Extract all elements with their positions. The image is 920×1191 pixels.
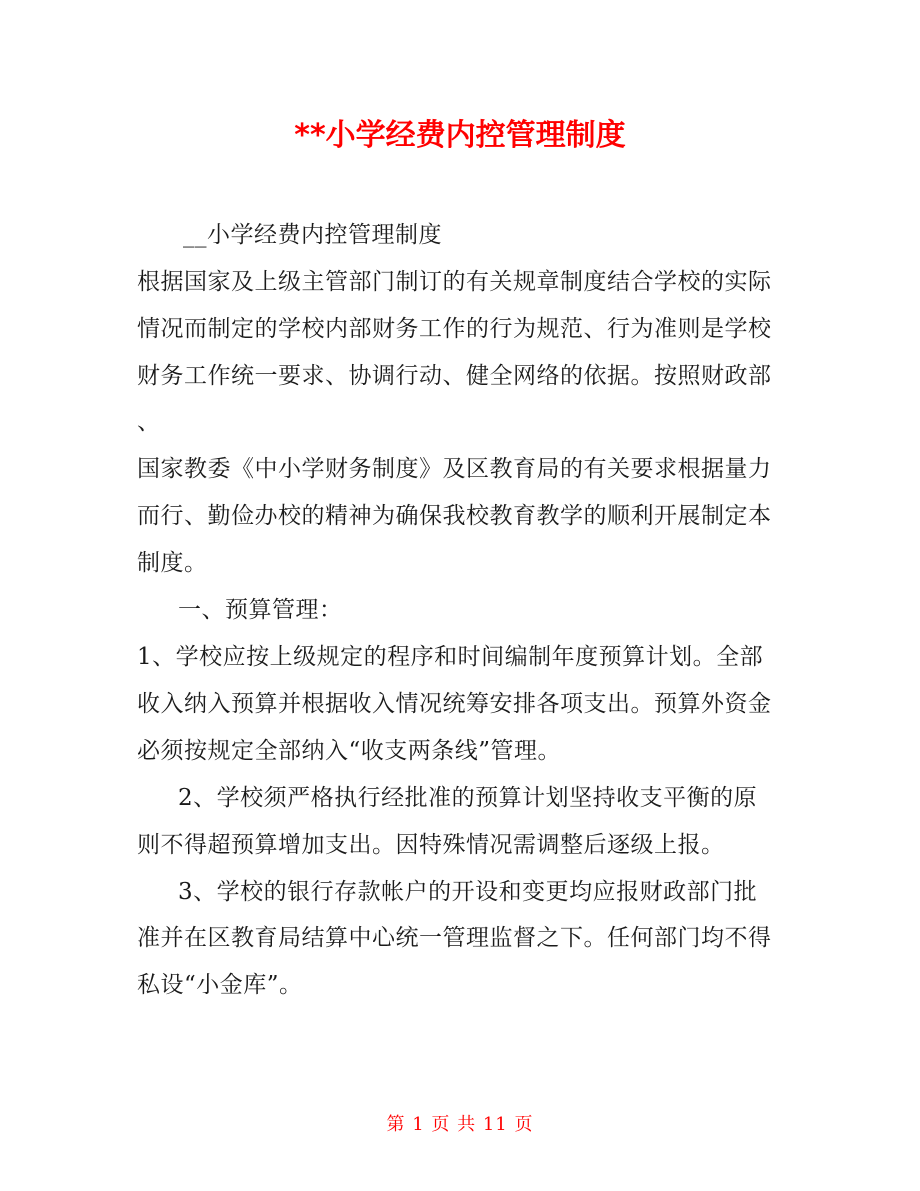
- paragraph-line: 而行、勤俭办校的精神为确保我校教育教学的顺利开展制定本: [137, 503, 772, 529]
- paragraph-line: 收入纳入预算并根据收入情况统筹安排各项支出。预算外资金: [137, 691, 772, 717]
- paragraph-line: 国家教委《中小学财务制度》及区教育局的有关要求根据量力: [137, 456, 772, 482]
- paragraph-line: 财务工作统一要求、协调行动、健全网络的依据。按照财政部: [137, 363, 772, 389]
- paragraph-line: 3、学校的银行存款帐户的开设和变更均应报财政部门批: [178, 879, 758, 905]
- paragraph-line: 私设“小金库”。: [137, 972, 303, 998]
- paragraph-line: 情况而制定的学校内部财务工作的行为规范、行为准则是学校: [137, 316, 772, 342]
- page-footer: 第 1 页 共 11 页: [386, 1114, 534, 1135]
- section-heading: 一、预算管理：: [178, 597, 343, 623]
- paragraph-line: 则不得超预算增加支出。因特殊情况需调整后逐级上报。: [137, 832, 725, 858]
- paragraph-line: 根据国家及上级主管部门制订的有关规章制度结合学校的实际: [137, 269, 772, 295]
- subtitle-line: __小学经费内控管理制度: [183, 222, 442, 248]
- paragraph-line: 2、学校须严格执行经批准的预算计划坚持收支平衡的原: [178, 785, 758, 811]
- paragraph-line: 制度。: [137, 550, 208, 576]
- paragraph-line: 1、学校应按上级规定的程序和时间编制年度预算计划。全部: [137, 644, 764, 670]
- paragraph-line: 准并在区教育局结算中心统一管理监督之下。任何部门均不得: [137, 925, 772, 951]
- paragraph-line: 必须按规定全部纳入“收支两条线”管理。: [137, 738, 562, 764]
- document-title: **小学经费内控管理制度: [294, 118, 626, 153]
- paragraph-line: 、: [137, 409, 161, 435]
